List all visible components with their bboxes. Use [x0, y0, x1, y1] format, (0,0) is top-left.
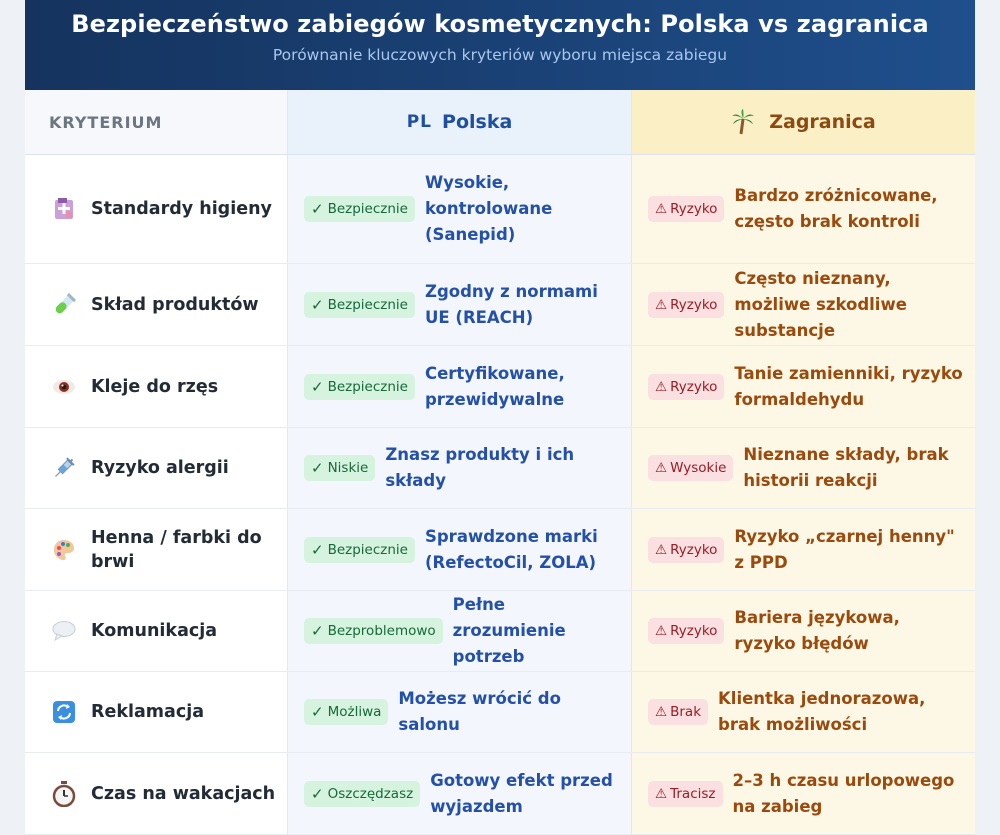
- warning-icon: ⚠: [655, 704, 668, 720]
- column-header-abroad: [632, 90, 975, 154]
- poland-status-label: Bezpiecznie: [327, 201, 408, 217]
- criterion-cell: [25, 509, 288, 590]
- abroad-status-badge: [648, 374, 724, 400]
- poland-flag-icon: PL: [406, 112, 433, 132]
- criterion-cell: [25, 591, 288, 671]
- abroad-cell: [632, 509, 975, 590]
- criterion-label: Ryzyko alergii: [91, 458, 229, 478]
- poland-status-badge: [304, 537, 415, 563]
- warning-icon: ⚠: [655, 378, 668, 395]
- poland-description: Zgodny z normami UE (REACH): [424, 281, 598, 327]
- poland-cell: [288, 346, 632, 427]
- abroad-cell: [632, 155, 975, 263]
- warning-icon: ⚠: [655, 785, 668, 802]
- poland-status-label: Bezpiecznie: [327, 378, 408, 395]
- table-header: [25, 90, 975, 155]
- criterion-label: Standardy higieny: [91, 199, 272, 219]
- comparison-card: [25, 0, 975, 835]
- table-row: [25, 428, 975, 509]
- page-title: Bezpieczeństwo zabiegów kosmetycznych: Polska vs zagranica: [71, 10, 929, 38]
- criterion-cell: [25, 264, 288, 345]
- header: [25, 0, 975, 90]
- abroad-cell: [632, 753, 975, 834]
- criterion-label: Reklamacja: [91, 702, 205, 722]
- check-icon: ✓: [311, 295, 324, 314]
- abroad-description: Tanie zamienniki, ryzyko formaldehydu: [734, 363, 963, 409]
- poland-description: Certyfikowane, przewidywalne: [424, 363, 565, 409]
- poland-cell: [288, 591, 632, 671]
- poland-description: Pełne zrozumienie potrzeb: [452, 595, 566, 666]
- medical-kit-icon: [51, 196, 77, 222]
- poland-status-label: Oszczędzasz: [327, 785, 414, 802]
- poland-status-badge: [304, 196, 415, 222]
- check-icon: ✓: [311, 459, 324, 477]
- poland-cell: [288, 264, 632, 345]
- abroad-status-badge: [648, 292, 724, 318]
- abroad-description: Bardzo zróżnicowane, często brak kontroli: [734, 186, 938, 231]
- abroad-cell: [632, 672, 975, 752]
- abroad-status-badge: [648, 537, 724, 563]
- abroad-status-badge: [648, 699, 708, 725]
- abroad-status-label: Ryzyko: [670, 378, 718, 395]
- criterion-cell: [25, 428, 288, 508]
- column-header-poland: [288, 90, 632, 154]
- check-icon: ✓: [311, 703, 324, 721]
- check-icon: ✓: [311, 377, 324, 396]
- poland-status-badge: [304, 292, 415, 318]
- abroad-status-label: Wysokie: [670, 460, 727, 476]
- abroad-status-label: Ryzyko: [670, 623, 718, 639]
- poland-status-badge: [304, 374, 415, 400]
- poland-status-label: Niskie: [327, 460, 369, 476]
- repeat-icon: [51, 699, 77, 725]
- table-row: [25, 155, 975, 264]
- palette-icon: [51, 537, 77, 563]
- criterion-cell: [25, 155, 288, 263]
- poland-status-badge: [304, 699, 388, 725]
- column-header-poland-label: Polska: [442, 111, 513, 133]
- poland-status-label: Możliwa: [327, 704, 382, 720]
- abroad-status-label: Tracisz: [670, 785, 716, 802]
- table-row: [25, 346, 975, 428]
- poland-cell: [288, 672, 632, 752]
- check-icon: ✓: [311, 622, 324, 640]
- poland-cell: [288, 753, 632, 834]
- abroad-description: Nieznane składy, brak historii reakcji: [743, 445, 949, 490]
- poland-status-badge: [304, 455, 375, 481]
- abroad-cell: [632, 591, 975, 671]
- table-row: [25, 591, 975, 672]
- abroad-description: Bariera językowa, ryzyko błędów: [734, 608, 900, 653]
- abroad-status-label: Ryzyko: [670, 201, 718, 217]
- abroad-description: Klientka jednorazowa, brak możliwości: [718, 689, 926, 734]
- table-row: [25, 509, 975, 591]
- speech-bubble-icon: [51, 618, 77, 644]
- warning-icon: ⚠: [655, 623, 668, 639]
- warning-icon: ⚠: [655, 460, 668, 476]
- abroad-cell: [632, 346, 975, 427]
- poland-status-label: Bezpiecznie: [327, 296, 408, 313]
- table-row: [25, 264, 975, 346]
- column-header-criterion: KRYTERIUM: [25, 90, 288, 154]
- abroad-status-badge: [648, 618, 724, 644]
- test-tube-icon: [51, 292, 77, 318]
- abroad-status-badge: [648, 196, 724, 222]
- criterion-label: Skład produktów: [91, 294, 259, 315]
- poland-description: Znasz produkty i ich składy: [385, 445, 575, 490]
- poland-description: Gotowy efekt przed wyjazdem: [430, 770, 613, 816]
- stopwatch-icon: [51, 781, 77, 807]
- poland-description: Możesz wrócić do salonu: [398, 689, 561, 734]
- criterion-cell: [25, 753, 288, 834]
- poland-status-badge: [304, 618, 443, 644]
- column-header-abroad-label: Zagranica: [769, 111, 876, 133]
- abroad-cell: [632, 428, 975, 508]
- warning-icon: ⚠: [655, 541, 668, 558]
- criterion-cell: [25, 672, 288, 752]
- abroad-description: Ryzyko „czarnej henny" z PPD: [734, 526, 955, 572]
- abroad-description: Często nieznany, możliwe szkodliwe substancje: [734, 268, 907, 340]
- check-icon: ✓: [311, 540, 324, 559]
- criterion-cell: [25, 346, 288, 427]
- poland-cell: [288, 509, 632, 590]
- warning-icon: ⚠: [655, 201, 668, 217]
- abroad-description: 2–3 h czasu urlopowego na zabieg: [732, 770, 955, 816]
- poland-status-label: Bezpiecznie: [327, 541, 408, 558]
- criterion-label: Kleje do rzęs: [91, 376, 219, 397]
- abroad-status-label: Ryzyko: [670, 541, 718, 558]
- check-icon: ✓: [311, 784, 324, 803]
- poland-description: Sprawdzone marki (RefectoCil, ZOLA): [424, 526, 598, 572]
- criterion-label: Komunikacja: [91, 621, 218, 641]
- criterion-label: Henna / farbki do brwi: [91, 527, 262, 572]
- syringe-icon: [51, 455, 77, 481]
- poland-description: Wysokie, kontrolowane (Sanepid): [424, 173, 553, 244]
- abroad-cell: [632, 264, 975, 345]
- abroad-status-badge: [648, 455, 733, 481]
- criterion-label: Czas na wakacjach: [91, 783, 276, 804]
- abroad-status-badge: [648, 781, 723, 807]
- check-icon: ✓: [311, 200, 324, 218]
- poland-cell: [288, 155, 632, 263]
- palm-tree-icon: [731, 109, 755, 135]
- page-subtitle: Porównanie kluczowych kryteriów wyboru miejsca zabiegu: [272, 46, 728, 64]
- abroad-status-label: Brak: [670, 704, 702, 720]
- table-body: [25, 155, 975, 835]
- eye-icon: [51, 374, 77, 400]
- abroad-status-label: Ryzyko: [670, 296, 718, 313]
- table-row: [25, 672, 975, 753]
- table-row: [25, 753, 975, 835]
- poland-status-label: Bezproblemowo: [327, 623, 436, 639]
- poland-cell: [288, 428, 632, 508]
- poland-status-badge: [304, 781, 420, 807]
- warning-icon: ⚠: [655, 296, 668, 313]
